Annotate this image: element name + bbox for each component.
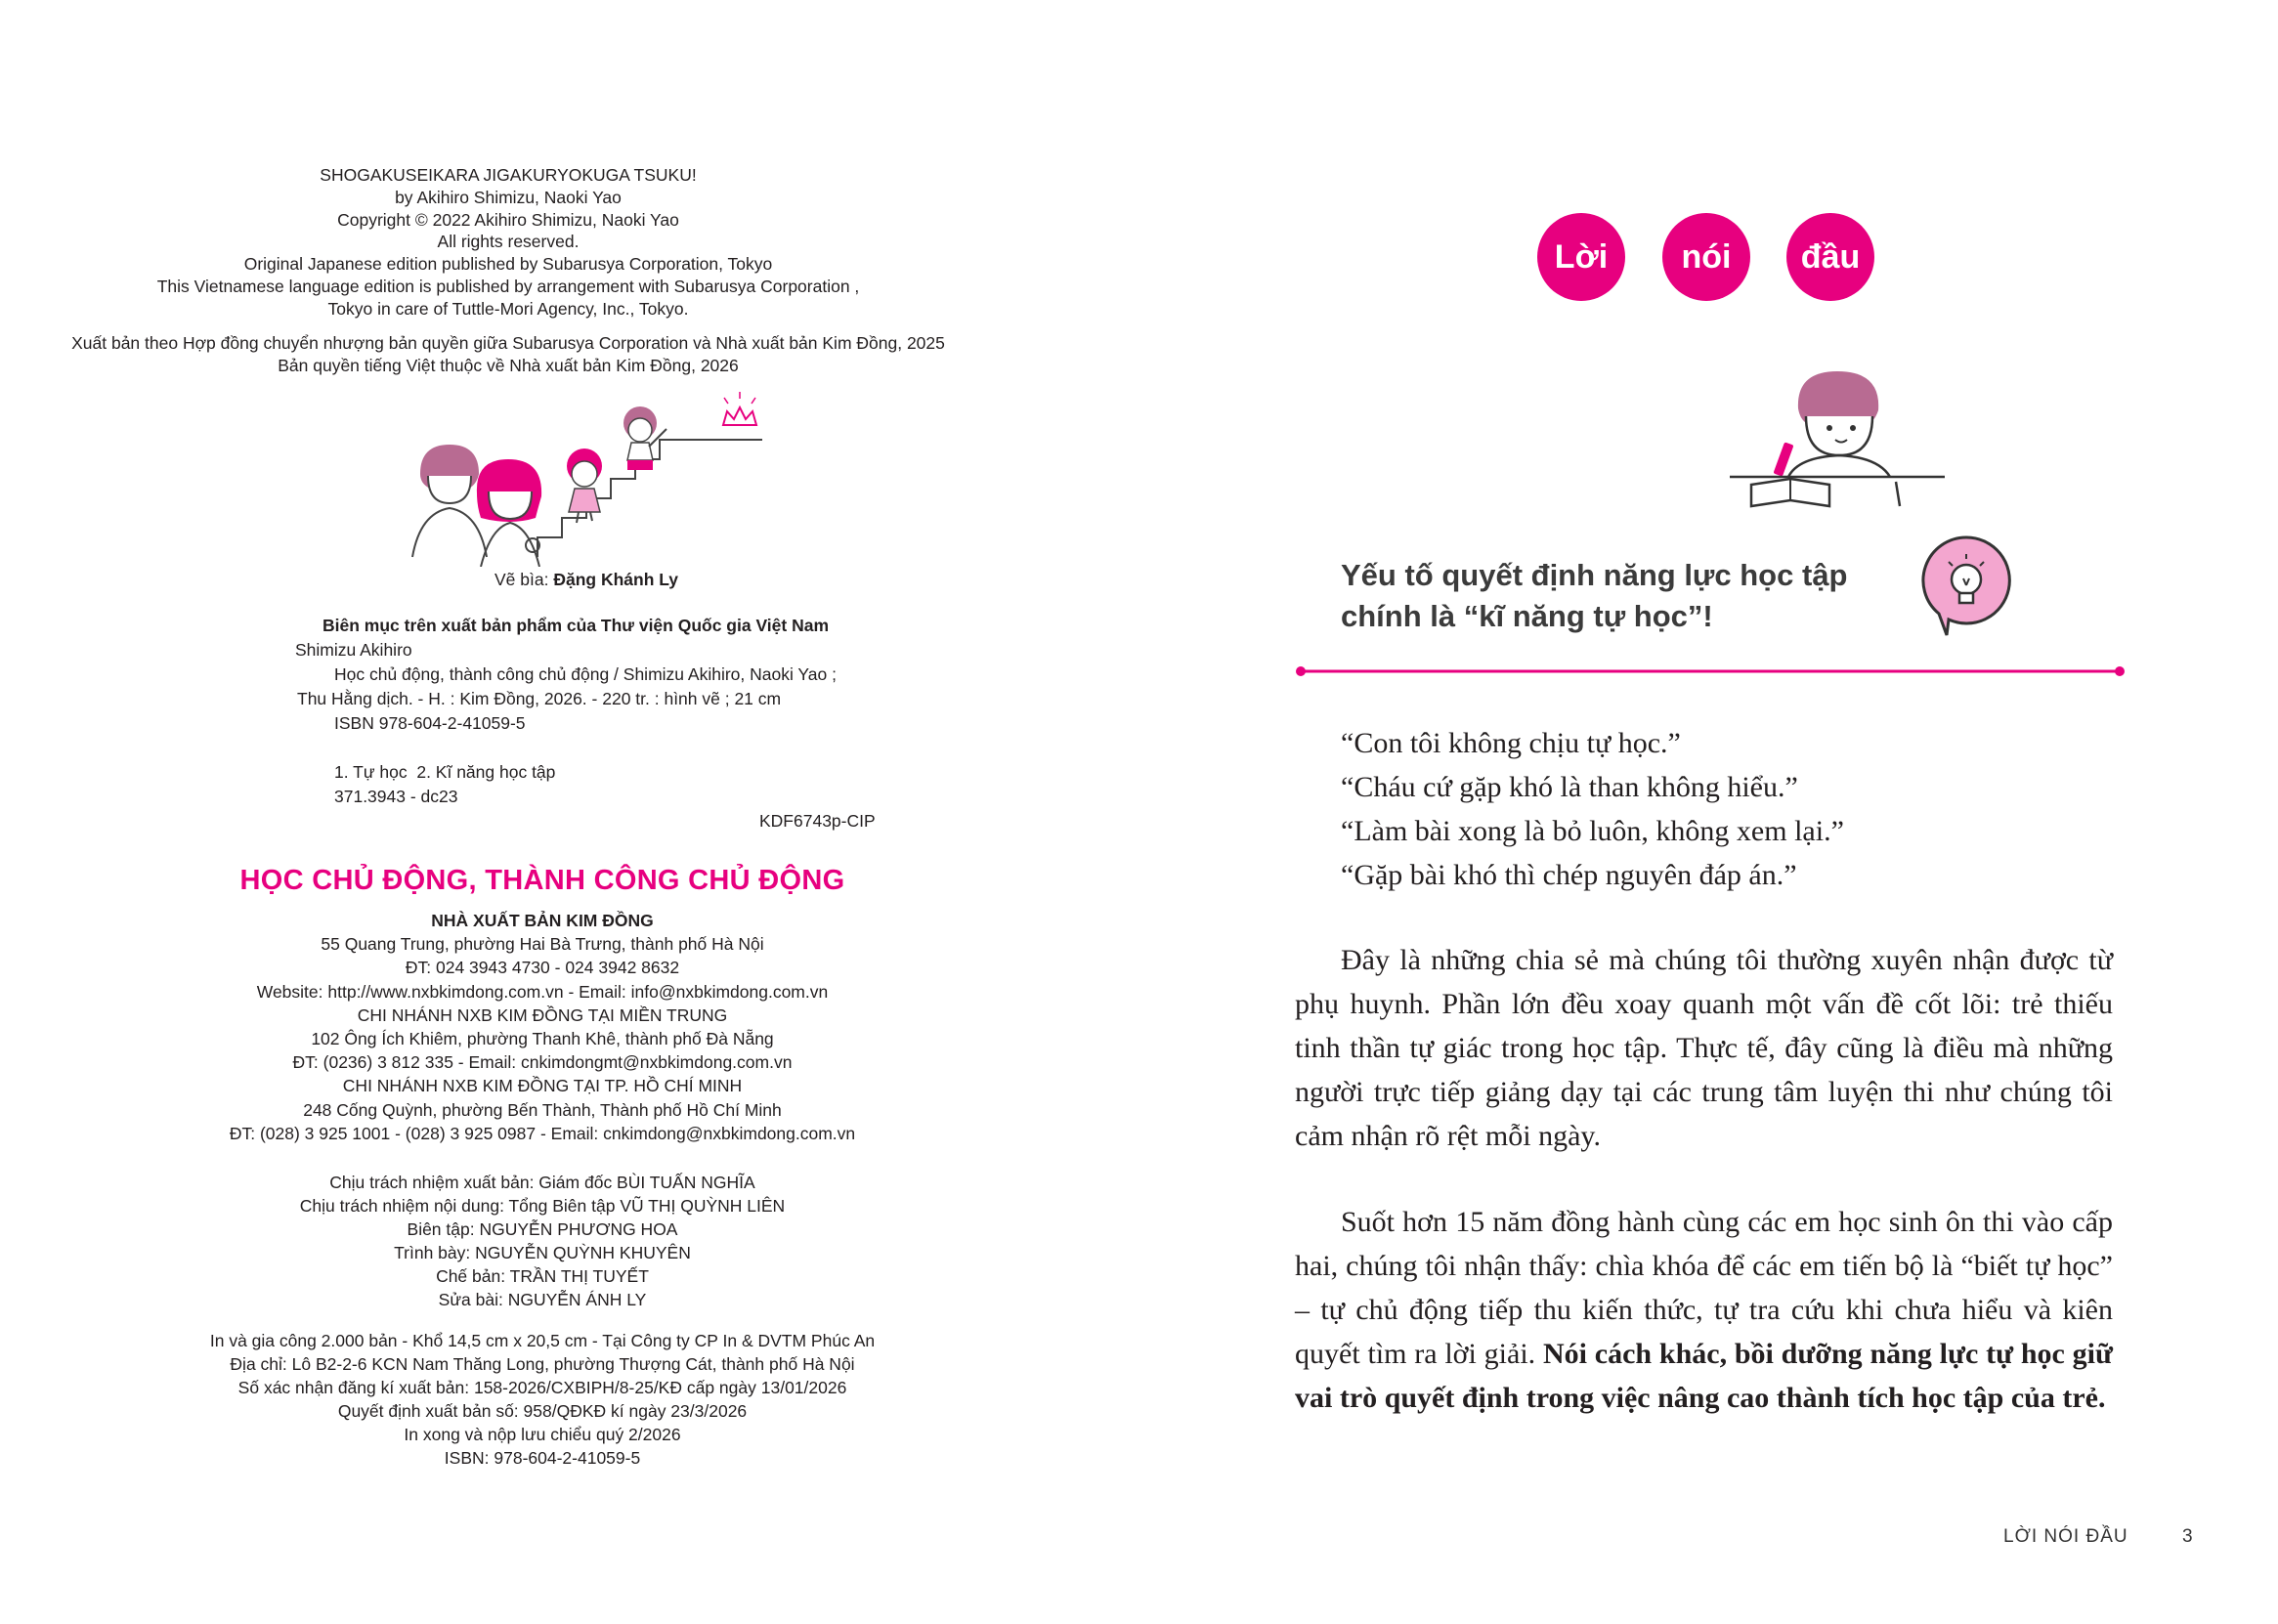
boy-figure (623, 406, 666, 470)
staff-line: Sửa bài: NGUYỄN ÁNH LY (438, 1290, 647, 1309)
credit-line: All rights reserved. (437, 232, 580, 252)
vietnamese-rights (59, 332, 958, 377)
credit-line: Tokyo in care of Tuttle-Mori Agency, Inc., Tokyo. (327, 298, 689, 319)
quote-line: “Làm bài xong là bỏ luôn, không xem lại.” (1341, 815, 1844, 847)
staff-line: Chịu trách nhiệm nội dung: Tổng Biên tập VŨ THỊ QUỲNH LIÊN (299, 1196, 786, 1216)
rights-line: Xuất bản theo Hợp đồng chuyển nhượng bản quyền giữa Subarusya Corporation và Nhà xuất bản Kim Đồng, 2025 (71, 333, 945, 353)
staff-line: Biên tập: NGUYỄN PHƯƠNG HOA (407, 1219, 678, 1239)
studying-child-illustration (1612, 369, 1964, 516)
credit-line: This Vietnamese language edition is published by arrangement with Subarusya Corporation , (156, 276, 860, 296)
credit-line: Original Japanese edition published by Subarusya Corporation, Tokyo (243, 254, 773, 275)
quote-line: “Cháu cứ gặp khó là than không hiểu.” (1341, 771, 1798, 803)
paragraph2-emphasis: Nói cách khác, bồi dưỡng năng lực tự học giữ vai trò quyết định trong việc nâng cao thành tích học tập của trẻ. (1295, 1338, 2113, 1414)
running-footer: LỜI NÓI ĐẦU (2003, 1526, 2128, 1547)
lightbulb-icon (1917, 533, 2015, 640)
quote-line: “Gặp bài khó thì chép nguyên đáp án.” (1341, 859, 1797, 891)
cip-line1: Học chủ động, thành công chủ động / Shimizu Akihiro, Naoki Yao ; (334, 664, 837, 684)
cip-title: Biên mục trên xuất bản phẩm của Thư viện Quốc gia Việt Nam (322, 616, 830, 635)
cip-ddc: 371.3943 - dc23 (334, 787, 458, 806)
quote-line: “Con tôi không chịu tự học.” (1341, 727, 1681, 759)
paragraph2-text: Suốt hơn 15 năm đồng hành cùng các em học sinh ôn thi vào cấp hai, chúng tôi nhận thấy: chìa khóa để các em tiến bộ là “biết tự học” – tự chủ động tiếp thu kiến thức, tự tra cứu khi chưa hiểu và kiên quyết tìm ra lời giải. (1295, 1206, 2113, 1370)
girl-figure (567, 449, 602, 523)
badge-noi: nói (1662, 213, 1750, 301)
staircase-illustration (401, 386, 782, 567)
rights-line: Bản quyền tiếng Việt thuộc về Nhà xuất bản Kim Đồng, 2026 (278, 355, 739, 375)
credit-line: by Akihiro Shimizu, Naoki Yao (395, 187, 622, 207)
cip-code: KDF6743p-CIP (759, 811, 876, 831)
headline-line1: Yếu tố quyết định năng lực học tập (1341, 558, 1848, 592)
cip-subjects: 1. Tự học 2. Kĩ năng học tập (334, 762, 556, 782)
print-line: Số xác nhận đăng kí xuất bản: 158-2026/CXBIPH/8-25/KĐ cấp ngày 13/01/2026 (237, 1378, 847, 1397)
publisher-name: NHÀ XUẤT BẢN KIM ĐỒNG (431, 911, 654, 930)
staff-line: Trình bày: NGUYỄN QUỲNH KHUYÊN (394, 1243, 691, 1262)
print-line: ISBN: 978-604-2-41059-5 (444, 1448, 641, 1468)
publisher-info (0, 909, 1085, 1145)
cover-artist-name: Đặng Khánh Ly (553, 570, 679, 589)
cover-artist-label: Vẽ bìa: (494, 570, 554, 589)
publisher-line: CHI NHÁNH NXB KIM ĐỒNG TẠI TP. HỒ CHÍ MINH (342, 1076, 743, 1096)
body-paragraph-1: Đây là những chia sẻ mà chúng tôi thường xuyên nhận được từ phụ huynh. Phần lớn đều xoay quanh một vấn đề cốt lõi: trẻ thiếu tinh thần tự giác trong học tập. Thực tế, đây cũng là điều mà những người trực tiếp giảng dạy tại các trung tâm luyện thi như chúng tôi cảm nhận rõ rệt mỗi ngày. (1295, 944, 2113, 1152)
publisher-line: 102 Ông Ích Khiêm, phường Thanh Khê, thành phố Đà Nẵng (311, 1029, 774, 1049)
credit-line: Copyright © 2022 Akihiro Shimizu, Naoki Yao (337, 209, 679, 230)
print-line: In xong và nộp lưu chiểu quý 2/2026 (404, 1425, 681, 1444)
publisher-line: ĐT: (028) 3 925 1001 - (028) 3 925 0987 - Email: cnkimdong@nxbkimdong.com.vn (229, 1123, 856, 1143)
staff-line: Chịu trách nhiệm xuất bản: Giám đốc BÙI TUẤN NGHĨA (329, 1173, 755, 1192)
body-paragraph-2 (1295, 1200, 2113, 1420)
staff-credits (0, 1171, 1085, 1311)
publisher-line: CHI NHÁNH NXB KIM ĐỒNG TẠI MIỀN TRUNG (357, 1004, 728, 1025)
crown-icon (723, 392, 756, 425)
print-info (0, 1329, 1085, 1470)
section-headline (1341, 555, 1847, 637)
cover-artist-label-row (494, 570, 678, 590)
father-figure (412, 445, 487, 557)
publisher-line: Website: http://www.nxbkimdong.com.vn - Email: info@nxbkimdong.com.vn (256, 981, 829, 1002)
print-line: Quyết định xuất bản số: 958/QĐKĐ kí ngày 23/3/2026 (337, 1401, 748, 1421)
publisher-line: ĐT: (0236) 3 812 335 - Email: cnkimdongmt@nxbkimdong.com.vn (292, 1052, 793, 1073)
credit-line: SHOGAKUSEIKARA JIGAKURYOKUGA TSUKU! (320, 165, 697, 185)
staff-line: Chế bản: TRẦN THỊ TUYẾT (436, 1266, 649, 1286)
print-line: Địa chỉ: Lô B2-2-6 KCN Nam Thăng Long, phường Thượng Cát, thành phố Hà Nội (230, 1354, 855, 1374)
cip-isbn: ISBN 978-604-2-41059-5 (334, 713, 526, 733)
chapter-title-badges (1139, 213, 2278, 311)
badge-dau: đầu (1786, 213, 1874, 301)
cip-line2: Thu Hằng dịch. - H. : Kim Đồng, 2026. - 220 tr. : hình vẽ ; 21 cm (297, 689, 782, 708)
badge-loi: Lời (1537, 213, 1625, 301)
headline-line2: chính là “kĩ năng tự học”! (1341, 599, 1713, 633)
copyright-credits (59, 164, 958, 321)
print-line: In và gia công 2.000 bản - Khổ 14,5 cm x 20,5 cm - Tại Công ty CP In & DVTM Phúc An (209, 1331, 876, 1350)
mother-figure (477, 459, 541, 567)
cip-author: Shimizu Akihiro (295, 640, 412, 660)
publisher-line: ĐT: 024 3943 4730 - 024 3942 8632 (405, 958, 680, 978)
book-title: HỌC CHỦ ĐỘNG, THÀNH CÔNG CHỦ ĐỘNG (239, 865, 845, 896)
page-number: 3 (2182, 1526, 2193, 1547)
parent-quotes (1341, 721, 1844, 897)
section-divider (1295, 662, 2126, 681)
right-page (1139, 0, 2278, 1624)
publisher-line: 55 Quang Trung, phường Hai Bà Trưng, thành phố Hà Nội (321, 934, 764, 955)
publisher-line: 248 Cống Quỳnh, phường Bến Thành, Thành phố Hồ Chí Minh (303, 1099, 782, 1120)
